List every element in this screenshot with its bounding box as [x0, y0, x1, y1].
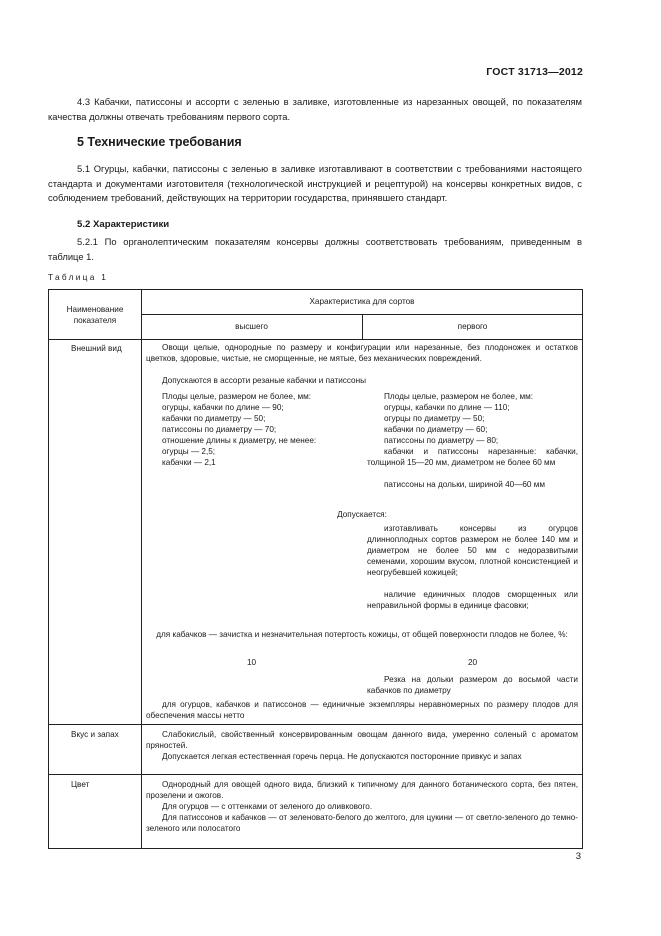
row-label-appearance: Внешний вид [71, 344, 122, 353]
header-group: Характеристика для сортов [309, 297, 415, 306]
peel-high-value: 10 [246, 658, 257, 667]
first-size-line: патиссоны по диаметру — 80; [384, 436, 499, 445]
appearance-assorti: Допускаются в ассорти резаные кабачки и патиссоны [162, 376, 367, 385]
row-divider-color [49, 774, 583, 775]
allowed-heading: Допускается: [337, 510, 387, 519]
first-grade-sizes [384, 391, 578, 446]
taste-text-2: Допускается легкая естественная горечь перца. Не допускаются посторонние привкус и запах [162, 752, 522, 761]
first-grade-slice-width: патиссоны на дольки, шириной 40—60 мм [384, 480, 546, 489]
paragraph-4-3: 4.3 Кабачки, патиссоны и ассорти с зеленью в заливке, изготовленные из нарезанных овощей, по показателям качества должны отвечать требованиям первого сорта. [48, 96, 582, 122]
page-number: 3 [575, 851, 581, 862]
paragraph-5-1: 5.1 Огурцы, кабачки, патиссоны с зеленью в заливке изготавливают в соответствии с требованиями настоящего стандарта и документами изготовителя (технологической инструкцией и рецептурой) на консервы конкретных видов, с соблюдением требований, действующих на территории государства, принявшего стандарт. [48, 163, 582, 203]
high-size-line: кабачки по диаметру — 50; [162, 414, 266, 423]
color-text-1: Однородный для овощей одного вида, близкий к типичному для данного ботанического сорта, без пятен, прозелени и ожогов. [146, 780, 578, 800]
peel-first-value: 20 [467, 658, 478, 667]
row-label-color: Цвет [71, 780, 90, 789]
section-title: 5 Технические требования [77, 135, 242, 149]
zucchini-peel-tolerance: для кабачков — зачистка и незначительная потертость кожицы, от общей поверхности плодов не более, %: [156, 630, 568, 639]
taste-text-1: Слабокислый, свойственный консервированным овощам данного вида, умеренно соленый с ароматом пряностей. [146, 730, 578, 750]
first-grade-single-fruits: наличие единичных плодов сморщенных или неправильной формы в единице фасовки; [367, 590, 578, 610]
first-size-line: Плоды целые, размером не более, мм: [384, 392, 534, 401]
first-grade-cut: Резка на дольки размером до восьмой части кабачков по диаметру [367, 675, 578, 695]
subsection-title: 5.2 Характеристики [77, 219, 170, 230]
first-size-line: огурцы по диаметру — 50; [384, 414, 485, 423]
first-size-line: огурцы, кабачки по длине — 110; [384, 403, 510, 412]
first-grade-long-cucumbers: изготавливать консервы из огурцов длинноплодных сортов размером не более 140 мм и диаметром не более 50 мм с недоразвитыми семенами, хорошим вкусом, плотной консистенцией и неогрубевшей кожицей; [367, 524, 578, 577]
first-grade-sliced: кабачки и патиссоны нарезанные: кабачки, толщиной 15—20 мм, диаметром не более 60 мм [367, 447, 578, 467]
header-divider [141, 314, 583, 315]
uneven-fruits: для огурцов, кабачков и патиссонов — единичные экземпляры неравномерных по размеру плодов для обеспечения массы нетто [146, 700, 578, 720]
characteristics-table [48, 289, 583, 849]
table-caption: Таблица 1 [48, 272, 109, 282]
first-size-line: кабачки по диаметру — 60; [384, 425, 488, 434]
high-size-line: огурцы, кабачки по длине — 90; [162, 403, 284, 412]
header-name: Наименование показателя [66, 305, 124, 325]
high-size-line: Плоды целые, размером не более, мм: [162, 392, 312, 401]
color-text-2: Для огурцов — с оттенками от зеленого до оливкового. [162, 802, 373, 811]
paragraph-5-2-1: 5.2.1 По органолептическим показателям консервы должны соответствовать требованиям, приведенным в таблице 1. [48, 236, 582, 262]
document-code: ГОСТ 31713—2012 [486, 66, 583, 78]
color-text-3: Для патиссонов и кабачков — от зеленовато-белого до желтого, для цукини — от светло-зеленого до темно-зеленого или полосатого [146, 813, 578, 833]
header-high-grade: высшего [235, 322, 268, 331]
high-size-line: огурцы — 2,5; [162, 447, 216, 456]
high-size-line: патиссоны по диаметру — 70; [162, 425, 277, 434]
high-size-line: кабачки — 2,1 [162, 458, 216, 467]
appearance-common: Овощи целые, однородные по размеру и конфигурации или нарезанные, без плодоножек и остатков цветков, здоровые, чистые, не сморщенные, не мятые, без механических повреждений. [146, 343, 578, 363]
header-first-grade: первого [457, 322, 488, 331]
header-bottom-rule [49, 339, 583, 340]
row-label-taste: Вкус и запах [71, 730, 119, 739]
high-grade-sizes [162, 391, 362, 468]
high-size-line: отношение длины к диаметру, не менее: [162, 436, 317, 445]
row-divider-taste [49, 724, 583, 725]
col-divider-name [141, 290, 142, 849]
